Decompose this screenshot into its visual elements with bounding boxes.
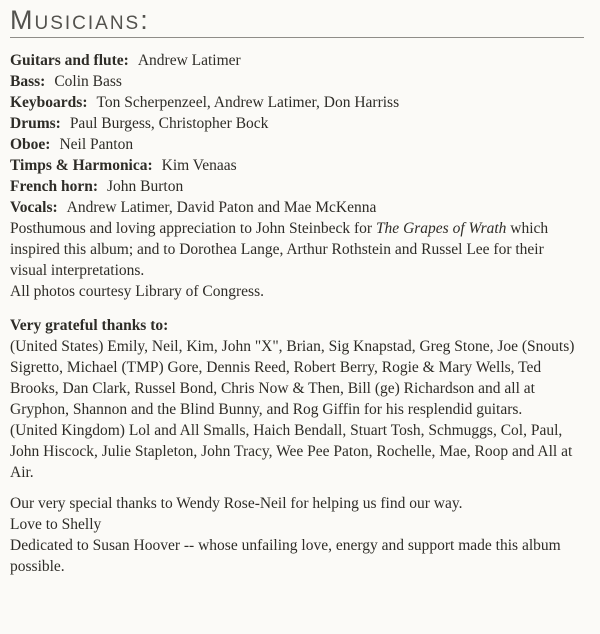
credit-label: Bass: [10,73,46,90]
credit-row-vocals [10,197,584,218]
credit-label: Oboe: [10,136,51,153]
credits-list [10,50,584,218]
credit-value: Andrew Latimer, David Paton and Mae McKenna [66,199,377,216]
credit-row-french-horn [10,176,584,197]
credit-value: Andrew Latimer [137,52,241,69]
book-title-italic: The Grapes of Wrath [375,220,507,237]
appreciation-paragraph [10,218,584,281]
title-rule [10,37,584,38]
page-title: Musicians: [10,5,150,35]
credit-row-drums [10,113,584,134]
dedication-paragraph: Dedicated to Susan Hoover -- whose unfailing love, energy and support made this album possible. [10,537,561,575]
credit-row-oboe [10,134,584,155]
credit-row-timps-harmonica [10,155,584,176]
appreciation-text-after: which inspired this album; and to Dorothea Lange, Arthur Rothstein and Russel Lee for their visual interpretations. [10,220,549,279]
page-header [10,6,584,38]
thanks-us-paragraph: (United States) Emily, Neil, Kim, John "X", Brian, Sig Knapstad, Greg Stone, Joe (Snouts) Sigretto, Michael (TMP) Gore, Dennis Reed, Robert Berry, Rogie & Mary Wells, Ted Brooks, Dan Clark, Russel Bond, Chris Now & Then, Bill (ge) Richardson and all at Gryphon, Shannon and the Blind Bunny, and Rog Giffin for his resplendid guitars. [10,338,575,418]
photos-note: All photos courtesy Library of Congress. [10,283,264,300]
thanks-heading: Very grateful thanks to: [10,317,169,334]
credit-value: Ton Scherpenzeel, Andrew Latimer, Don Harriss [96,94,400,111]
thanks-uk-paragraph: (United Kingdom) Lol and All Smalls, Haich Bendall, Stuart Tosh, Schmuggs, Col, Paul, John Hiscock, Julie Stapleton, John Tracy, Wee Pee Paton, Rochelle, Mae, Roop and All at Air. [10,422,573,481]
thanks-block [10,315,584,420]
credit-value: Kim Venaas [161,157,237,174]
credit-label: French horn: [10,178,98,195]
credit-value: Paul Burgess, Christopher Bock [69,115,269,132]
credit-value: Neil Panton [59,136,134,153]
love-line: Love to Shelly [10,516,102,533]
credit-row-keyboards [10,92,584,113]
credit-row-guitars-flute [10,50,584,71]
credit-label: Vocals: [10,199,58,216]
credit-label: Guitars and flute: [10,52,129,69]
credit-label: Drums: [10,115,61,132]
special-thanks-block [10,493,584,535]
credit-value: Colin Bass [54,73,122,90]
credit-label: Timps & Harmonica: [10,157,153,174]
appreciation-text-before: Posthumous and loving appreciation to John Steinbeck for [10,220,376,237]
special-thanks-line: Our very special thanks to Wendy Rose-Neil for helping us find our way. [10,495,463,512]
credit-row-bass [10,71,584,92]
credit-value: John Burton [106,178,184,195]
credit-label: Keyboards: [10,94,88,111]
